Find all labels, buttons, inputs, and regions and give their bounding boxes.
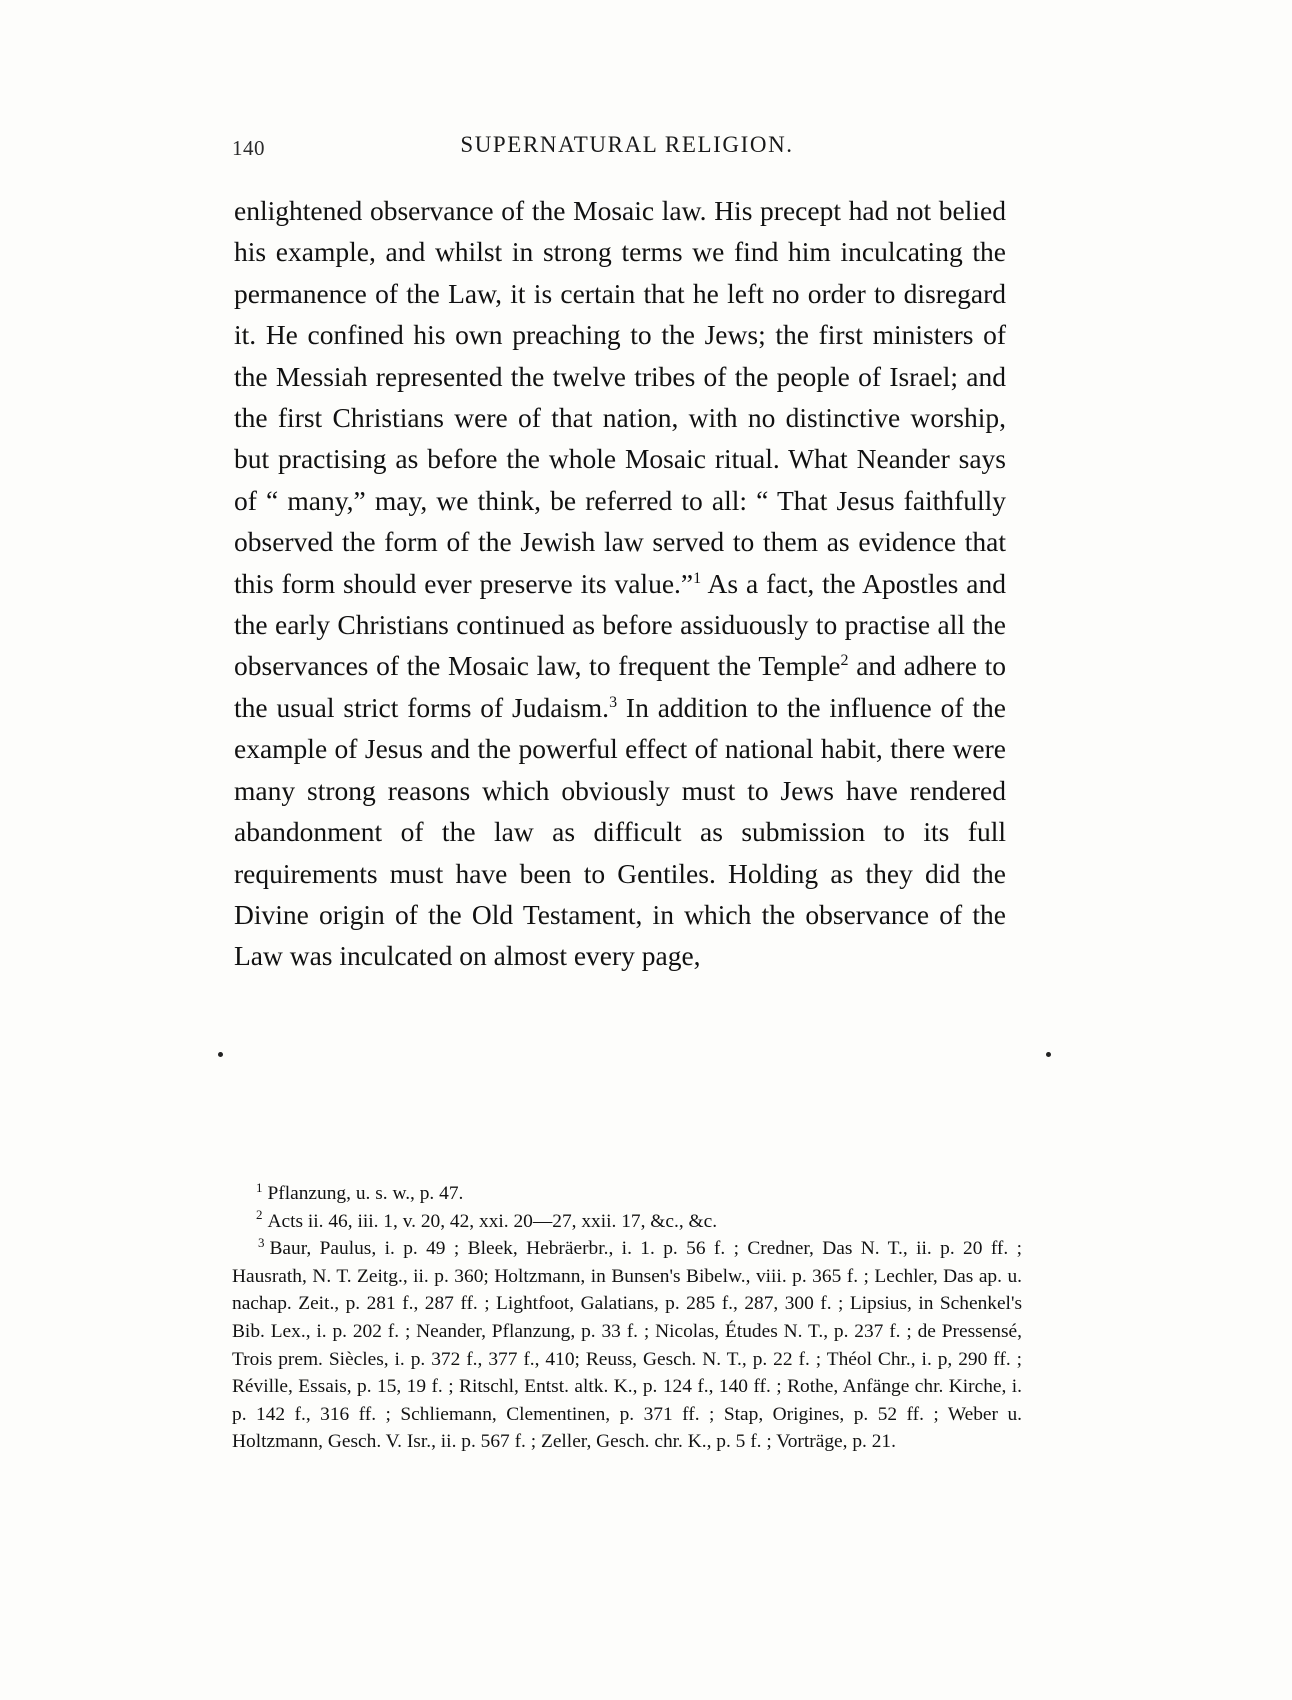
footnote-2 bbox=[232, 1208, 1022, 1236]
footnote-ref-3[interactable]: 3 bbox=[609, 693, 618, 711]
footnote-3 bbox=[232, 1235, 1022, 1456]
body-text bbox=[234, 190, 1006, 977]
footnote-block bbox=[232, 1180, 1022, 1456]
paragraph-2-part-a: As a fact, the Apostles and the early Christians continued as before assiduously to practise all the observances of the Mosaic law, to frequent the Temple bbox=[234, 567, 1006, 682]
paragraph-1 bbox=[234, 190, 1006, 977]
footnote-3-marker: 3 bbox=[258, 1234, 265, 1250]
footnote-ref-1[interactable]: 1 bbox=[693, 569, 702, 587]
footnote-1-marker: 1 bbox=[256, 1179, 263, 1195]
running-title: SUPERNATURAL RELIGION. bbox=[460, 132, 794, 157]
margin-mark-left bbox=[218, 1052, 223, 1057]
footnote-2-marker: 2 bbox=[256, 1207, 263, 1223]
footnote-1 bbox=[232, 1180, 1022, 1208]
footnote-2-text: Acts ii. 46, iii. 1, v. 20, 42, xxi. 20—27, xxii. 17, &c., &c. bbox=[267, 1210, 718, 1232]
margin-mark-right bbox=[1046, 1052, 1051, 1057]
footnote-3-text: Baur, Paulus, i. p. 49 ; Bleek, Hebräerbr., i. 1. p. 56 f. ; Credner, Das N. T., ii. p. 20 ff. ; Hausrath, N. T. Zeitg., ii. p. 360; Holtzmann, in Bunsen's Bibelw., viii. p. 365 f. ; Lechler, Das ap. u. nachap. Zeit., p. 281 f., 287 ff. ; Lightfoot, Galatians, p. 285 f., 287, 300 f. ; Lipsius, in Schenkel's Bib. Lex., i. p. 202 f. ; Neander, Pflanzung, p. 33 f. ; Nicolas, Études N. T., p. 237 f. ; de Pressensé, Trois prem. Siècles, i. p. 372 f., 377 f., 410; Reuss, Gesch. N. T., p. 22 f. ; Théol Chr., i. p, 290 ff. ; Réville, Essais, p. 15, 19 f. ; Ritschl, Entst. altk. K., p. 124 f., 140 ff. ; Rothe, Anfänge chr. Kirche, i. p. 142 f., 316 ff. ; Schliemann, Clementinen, p. 371 ff. ; Stap, Origines, p. 52 ff. ; Weber u. Holtzmann, Gesch. V. Isr., ii. p. 567 f. ; Zeller, Gesch. chr. K., p. 5 f. ; Vorträge, p. 21. bbox=[232, 1238, 1022, 1453]
paragraph-2-part-b: and adhere to the usual strict forms of Judaism. bbox=[234, 650, 1006, 723]
page-header bbox=[232, 132, 1022, 168]
page-number: 140 bbox=[232, 136, 265, 160]
footnote-ref-2[interactable]: 2 bbox=[840, 652, 849, 670]
paragraph-2-part-c: In addition to the influence of the example of Jesus and the powerful effect of national habit, there were many strong reasons which obviously must to Jews have rendered abandonment of the law as difficult as submission to its full requirements must have been to Gentiles. Holding as they did the Divine origin of the Old Testament, in which the observance of the Law was inculcated on almost every page, bbox=[234, 691, 1006, 972]
paragraph-1-text: enlightened observance of the Mosaic law. His precept had not belied his example, and whilst in strong terms we find him inculcating the permanence of the Law, it is certain that he left no order to disregard it. He confined his own preaching to the Jews; the first ministers of the Messiah represented the twelve tribes of the people of Israel; and the first Christians were of that nation, with no distinctive worship, but practising as before the whole Mosaic ritual. What Neander says of “ many,” may, we think, be referred to all: “ That Jesus faithfully observed the form of the Jewish law served to them as evidence that this form should ever preserve its value.” bbox=[234, 195, 1006, 599]
footnote-1-text: Pflanzung, u. s. w., p. 47. bbox=[267, 1183, 464, 1204]
